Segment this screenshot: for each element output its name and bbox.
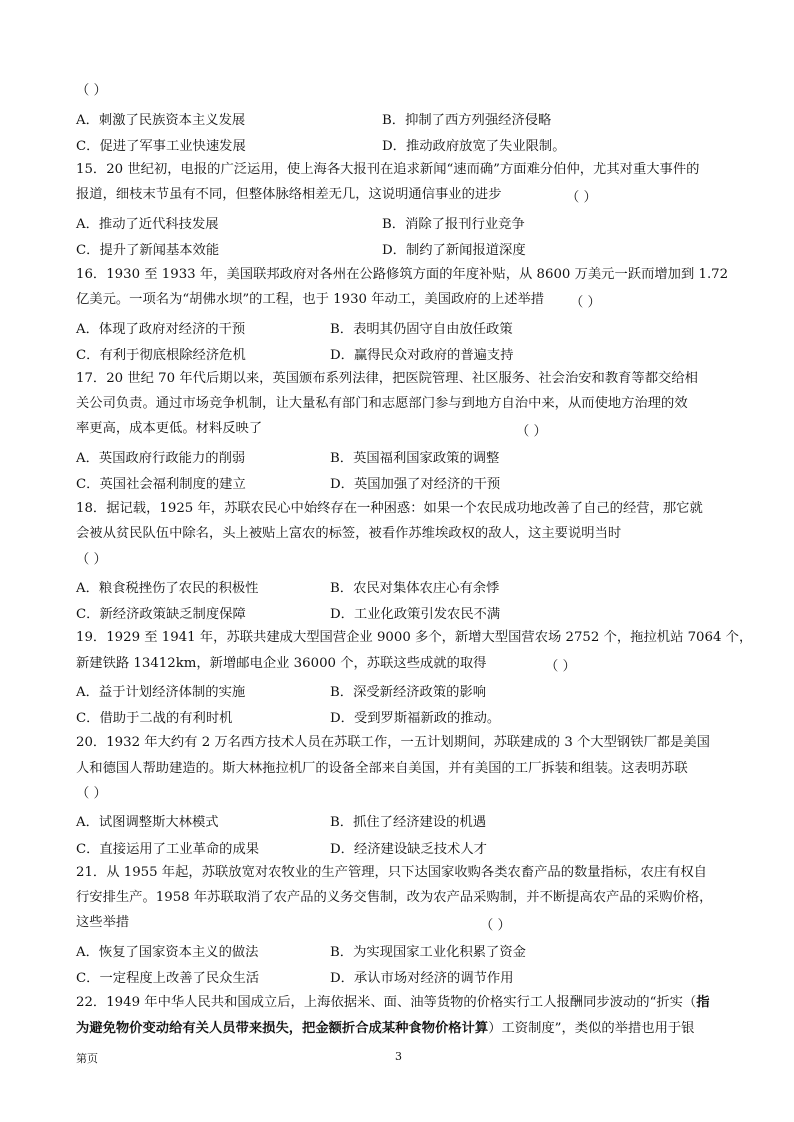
- q19-option-b: B．深受新经济政策的影响: [330, 685, 487, 700]
- q18-answer-paren: （ ）: [76, 552, 107, 567]
- q16-option-d: D．赢得民众对政府的普遍支持: [330, 348, 514, 363]
- q21-option-a: A．恢复了国家资本主义的做法: [76, 945, 259, 960]
- q15-stem-line1: 15．20 世纪初，电报的广泛运用，使上海各大报刊在追求新闻“速而确”方面难分伯仲，尤其对重大事件的: [76, 162, 700, 177]
- q21-option-b: B．为实现国家工业化积累了资金: [330, 945, 526, 960]
- q22-stem-line2-bold: 为避免物价变动给有关人员带来损失，把金额折合成某种食物价格计算: [76, 1021, 489, 1036]
- q21-option-d: D．承认市场对经济的调节作用: [330, 971, 514, 986]
- q14-option-c: C．促进了军事工业快速发展: [76, 139, 246, 154]
- q18-stem-line1: 18．据记载，1925 年，苏联农民心中始终存在一种困惑：如果一个农民成功地改善了自己的经营，那它就: [76, 501, 703, 516]
- q20-answer-paren: （ ）: [76, 786, 107, 801]
- q17-option-d: D．英国加强了对经济的干预: [330, 477, 501, 492]
- q15-answer-paren: （ ）: [566, 190, 597, 205]
- q19-stem-line2: 新建铁路 13412km，新增邮电企业 36000 个，苏联这些成就的取得: [76, 656, 487, 671]
- footer-page-label: 第页: [76, 1052, 98, 1065]
- q18-option-b: B．农民对集体农庄心有余悸: [330, 581, 500, 596]
- q14-answer-paren: （ ）: [76, 83, 107, 98]
- q17-answer-paren: （ ）: [516, 424, 547, 439]
- q22-stem-line1-text: 22．1949 年中华人民共和国成立后，上海依据米、面、油等货物的价格实行工人报酬同步波动的“折实（: [76, 995, 697, 1010]
- q22-stem-line2: [76, 1020, 694, 1038]
- q16-stem-line1: 16．1930 至 1933 年，美国联邦政府对各州在公路修筑方面的年度补贴，从 8600 万美元一跃而增加到 1.72: [76, 267, 729, 282]
- q22-stem-line1-bold: 指: [696, 995, 710, 1010]
- q18-option-a: A．粮食税挫伤了农民的积极性: [76, 581, 259, 596]
- q16-answer-paren: （ ）: [570, 295, 601, 310]
- q20-option-a: A．试图调整斯大林模式: [76, 815, 219, 830]
- q14-option-b: B．抑制了西方列强经济侵略: [382, 113, 552, 128]
- q17-option-a: A．英国政府行政能力的削弱: [76, 451, 246, 466]
- q20-stem-line1: 20．1932 年大约有 2 万名西方技术人员在苏联工作，一五计划期间，苏联建成的 3 个大型钢铁厂都是美国: [76, 735, 710, 750]
- q21-stem-line2: 行安排生产。1958 年苏联取消了农产品的义务交售制，改为农产品采购制，并不断提高农产品的采购价格，: [76, 890, 713, 905]
- q21-stem-line3: 这些举措: [76, 915, 130, 930]
- q15-option-c: C．提升了新闻基本效能: [76, 243, 220, 258]
- q21-stem-line1: 21．从 1955 年起，苏联放宽对农牧业的生产管理，只下达国家收购各类农畜产品的数量指标，农庄有权自: [76, 865, 707, 880]
- q15-option-b: B．消除了报刊行业竞争: [382, 217, 525, 232]
- q20-option-c: C．直接运用了工业革命的成果: [76, 842, 260, 857]
- q17-option-c: C．英国社会福利制度的建立: [76, 477, 246, 492]
- q14-option-a: A．刺激了民族资本主义发展: [76, 113, 246, 128]
- q16-option-c: C．有利于彻底根除经济危机: [76, 348, 246, 363]
- q19-option-d: D．受到罗斯福新政的推动。: [330, 711, 501, 726]
- q20-stem-line2: 人和德国人帮助建造的。斯大林拖拉机厂的设备全部来自美国，并有美国的工厂拆装和组装。这表明苏联: [76, 761, 688, 776]
- q22-stem-line2-text: ）工资制度”，类似的举措也用于银: [488, 1021, 695, 1036]
- q18-option-c: C．新经济政策缺乏制度保障: [76, 607, 246, 622]
- q17-stem-line1: 17．20 世纪 70 年代后期以来，英国颁布系列法律，把医院管理、社区服务、社会治安和教育等都交给相: [76, 371, 698, 386]
- q18-option-d: D．工业化政策引发农民不满: [330, 607, 501, 622]
- q20-option-d: D．经济建设缺乏技术人才: [330, 842, 487, 857]
- q16-option-b: B．表明其仍固守自由放任政策: [330, 322, 513, 337]
- q21-answer-paren: （ ）: [480, 918, 511, 933]
- q15-stem-line2: 报道，细枝末节虽有不同，但整体脉络相差无几，这说明通信事业的进步: [76, 187, 502, 202]
- q18-stem-line2: 会被从贫民队伍中除名，头上被贴上富农的标签，被看作苏维埃政权的敌人，这主要说明当时: [76, 526, 622, 541]
- q15-option-d: D．制约了新闻报道深度: [382, 243, 526, 258]
- q19-stem-line1: 19．1929 至 1941 年，苏联共建成大型国营企业 9000 多个，新增大型国营农场 2752 个，拖拉机站 7064 个，: [76, 630, 753, 645]
- q21-option-c: C．一定程度上改善了民众生活: [76, 971, 260, 986]
- q22-stem-line1: [76, 994, 710, 1012]
- q17-stem-line3: 率更高，成本更低。材料反映了: [76, 421, 263, 436]
- q15-option-a: A．推动了近代科技发展: [76, 217, 219, 232]
- q16-stem-line2: 亿美元。一项名为“胡佛水坝”的工程，也于 1930 年动工，美国政府的上述举措: [76, 292, 545, 307]
- q19-option-a: A．益于计划经济体制的实施: [76, 685, 246, 700]
- q17-option-b: B．英国福利国家政策的调整: [330, 451, 500, 466]
- q17-stem-line2: 关公司负责。通过市场竞争机制，让大量私有部门和志愿部门参与到地方自治中来，从而使地方治理的效: [76, 396, 688, 411]
- q14-option-d: D．推动政府放宽了失业限制。: [382, 139, 566, 154]
- q20-option-b: B．抓住了经济建设的机遇: [330, 815, 487, 830]
- q19-option-c: C．借助于二战的有利时机: [76, 711, 233, 726]
- q19-answer-paren: （ ）: [545, 659, 576, 674]
- q16-option-a: A．体现了政府对经济的干预: [76, 322, 246, 337]
- footer-page-number: 3: [395, 1050, 402, 1063]
